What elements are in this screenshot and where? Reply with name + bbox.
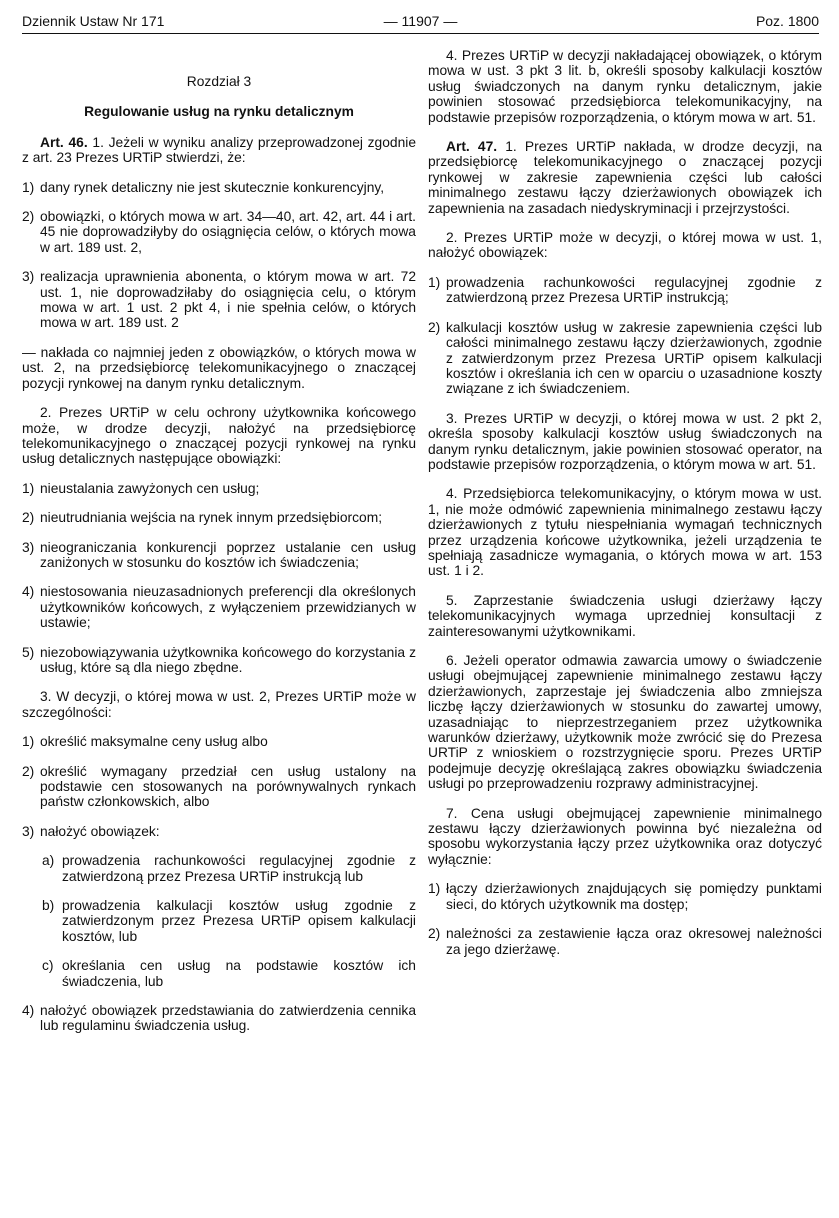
list-item	[22, 584, 416, 630]
list-item	[22, 209, 416, 255]
item-number: 2)	[22, 763, 35, 779]
item-letter: b)	[42, 898, 55, 914]
art47-paragraph-5: 5. Zaprzestanie świadczenia usługi dzierżawy łączy telekomunikacyjnych wymaga uprzedniej konsultacji z zainteresowanymi użytkownikami.	[428, 592, 822, 639]
list-item	[22, 734, 416, 749]
list-item	[428, 320, 822, 397]
art47-paragraph-7-intro: 7. Cena usługi obejmującej zapewnienie minimalnego zestawu łączy dzierżawionych powinna być niezależna od sposobu wykorzystania łączy przez użytkownika oraz dotyczyć wyłącznie:	[428, 805, 822, 867]
list-item	[22, 540, 416, 571]
item-number: 2)	[428, 926, 441, 942]
item-number: 1)	[22, 734, 35, 750]
item-number: 1)	[428, 274, 441, 290]
list-item	[428, 275, 822, 306]
item-number: 2)	[428, 319, 441, 335]
paragraph-4: 4. Prezes URTiP w decyzji nakładającej obowiązek, o którym mowa w ust. 3 pkt 3 lit. b, określi sposoby kalkulacji kosztów usług świadczonych na danym rynku detalicznym, jakie powinien stosować przedsiębiorca telekomunikacyjny, na podstawie przepisów rozporządzenia, o którym mowa w art. 51.	[428, 48, 822, 125]
item-letter: a)	[42, 853, 55, 869]
item-text: nałożyć obowiązek przedstawiania do zatwierdzenia cennika lub regulaminu świadczenia usług.	[40, 1003, 416, 1034]
item-text: obowiązki, o których mowa w art. 34—40, art. 42, art. 44 i art. 45 nie doprowadziłyby do osiągnięcia celów, o których mowa w art. 189 ust. 2,	[40, 209, 416, 255]
paragraph-2-intro: 2. Prezes URTiP w celu ochrony użytkownika końcowego może, w drodze decyzji, nałożyć na przedsiębiorcę telekomunikacyjnego o znaczącej pozycji rynkowej na rynku usług detalicznych następujące obowiązki:	[22, 405, 416, 467]
item-number: 1)	[22, 480, 35, 496]
journal-name: Dziennik Ustaw Nr 171	[22, 13, 165, 29]
item-number: 3)	[22, 269, 35, 285]
page-header	[22, 14, 819, 34]
list-item	[22, 180, 416, 195]
item-number: 5)	[22, 644, 35, 660]
article-label: Art. 46.	[40, 134, 88, 150]
page-number: — 11907 —	[383, 13, 458, 29]
item-text: prowadzenia rachunkowości regulacyjnej zgodnie z zatwierdzoną przez Prezesa URTiP instrukcją;	[446, 274, 822, 306]
item-number: 2)	[22, 209, 35, 225]
item-number: 3)	[22, 823, 35, 839]
list-item	[22, 510, 416, 525]
list-item	[428, 926, 822, 957]
item-text: nieograniczania konkurencji poprzez ustalanie cen usług zaniżonych w stosunku do kosztów ich świadczenia;	[40, 539, 416, 570]
item-text: nieutrudniania wejścia na rynek innym przedsiębiorcom;	[40, 510, 383, 526]
position-number: Poz. 1800	[755, 13, 819, 29]
item-number: 1)	[428, 881, 441, 897]
chapter-heading: Rozdział 3	[186, 74, 252, 89]
list-item	[22, 645, 416, 676]
chapter-title: Regulowanie usług na rynku detalicznym	[84, 104, 354, 120]
item-number: 2)	[22, 510, 35, 526]
art47-paragraph-3: 3. Prezes URTiP w decyzji, o której mowa w ust. 2 pkt 2, określa sposoby kalkulacji kosztów usług świadczonych na danym rynku detalicznym, jakie powinien stosować operator, na podstawie przepisów rozporządzenia, o którym mowa w art. 51.	[428, 410, 822, 472]
item-number: 4)	[22, 1003, 35, 1019]
paragraph-text: 1. Jeżeli w wyniku analizy przeprowadzonej zgodnie z art. 23 Prezes URTiP stwierdzi, że:	[22, 134, 416, 166]
paragraph-3-intro: 3. W decyzji, o której mowa w ust. 2, Prezes URTiP może w szczególności:	[22, 689, 416, 720]
header-divider	[22, 33, 819, 34]
item-text: określić wymagany przedział cen usług ustalony na podstawie cen stosowanych na porównywalnych rynkach państw członkowskich, albo	[40, 763, 416, 810]
item-text: niezobowiązywania użytkownika końcowego do korzystania z usług, które są dla niego zbędne.	[40, 644, 416, 675]
art47-paragraph-1	[428, 139, 822, 216]
item-number: 3)	[22, 539, 35, 555]
item-text: prowadzenia kalkulacji kosztów usług zgodnie z zatwierdzonym przez Prezesa URTiP opisem kalkulacji kosztów, lub	[62, 898, 416, 944]
art46-tail: — nakłada co najmniej jeden z obowiązków, o których mowa w ust. 2, na przedsiębiorcę telekomunikacyjnego o znaczącej pozycji rynkowej na danym rynku detalicznym.	[22, 344, 416, 391]
art46-intro	[22, 135, 416, 166]
sub-item	[22, 853, 416, 884]
sub-item	[22, 898, 416, 944]
item-text: niestosowania nieuzasadnionych preferencji dla określonych użytkowników końcowych, z wyłączeniem przewidzianych w ustawie;	[40, 584, 416, 631]
art47-paragraph-6: 6. Jeżeli operator odmawia zawarcia umowy o świadczenie usługi obejmującej zapewnienie minimalnego zestawu łączy dzierżawionych, zaprzestaje jej świadczenia albo zmniejsza liczbę łączy dzierżawionych w stosunku do zawartej umowy, uzasadniając to nieprzestrzeganiem przez użytkownika warunków dzierżawy, użytkownik może zwrócić się do Prezesa URTiP z wnioskiem o rozstrzygnięcie sporu. Prezes URTiP podejmuje decyzję określającą zakres obowiązku świadczenia usługi po przeprowadzeniu rozprawy administracyjnej.	[428, 653, 822, 792]
right-column	[428, 48, 822, 971]
item-text: nieustalania zawyżonych cen usług;	[40, 480, 260, 496]
paragraph-text: 1. Prezes URTiP nakłada, w drodze decyzji, na przedsiębiorcę telekomunikacyjnego o znaczącej pozycji rynkowej w zakresie zapewnienia części lub całości minimalnego zestawu łączy dzierżawionych obowiązek ich zapewnienia na zasadach niedyskryminacji i przejrzystości.	[428, 139, 822, 216]
list-item	[22, 764, 416, 810]
item-text: określić maksymalne ceny usług albo	[40, 734, 268, 750]
article-label: Art. 47.	[446, 139, 498, 155]
item-text: dany rynek detaliczny nie jest skutecznie konkurencyjny,	[40, 179, 385, 195]
art47-paragraph-4: 4. Przedsiębiorca telekomunikacyjny, o którym mowa w ust. 1, nie może odmówić zapewnienia minimalnego zestawu łączy dzierżawionych z tytułu niespełniania wymagań technicznych przez urządzenia końcowe użytkownika, jeżeli urządzenia te spełniają zasadnicze wymagania, o których mowa w art. 153 ust. 1 i 2.	[428, 486, 822, 579]
item-text: nałożyć obowiązek:	[40, 823, 160, 839]
sub-item	[22, 958, 416, 989]
item-letter: c)	[42, 958, 54, 974]
list-item	[22, 481, 416, 496]
list-item	[428, 881, 822, 912]
item-text: kalkulacji kosztów usług w zakresie zapewnienia części lub całości minimalnego zestawu łączy dzierżawionych, zgodnie z zatwierdzonym przez Prezesa URTiP opisem kalkulacji kosztów i określania ich cen w oparciu o uzasadnione koszty związane z ich świadczeniem.	[446, 319, 822, 397]
item-number: 4)	[22, 584, 35, 600]
item-number: 1)	[22, 179, 35, 195]
item-text: realizacja uprawnienia abonenta, o którym mowa w art. 72 ust. 1, nie doprowadziłaby do osiągnięcia celu, o którym mowa w art. 1 ust. 2 pkt 4, i nie spełnia celów, o których mowa w art. 189 ust. 2	[40, 269, 416, 331]
left-column	[22, 48, 416, 1048]
item-text: łączy dzierżawionych znajdujących się pomiędzy punktami sieci, do których użytkownik ma dostęp;	[446, 881, 822, 912]
art47-paragraph-2-intro: 2. Prezes URTiP może w decyzji, o której mowa w ust. 1, nałożyć obowiązek:	[428, 230, 822, 261]
list-item	[22, 1003, 416, 1034]
list-item	[22, 824, 416, 839]
item-text: prowadzenia rachunkowości regulacyjnej zgodnie z zatwierdzoną przez Prezesa URTiP instrukcją lub	[62, 853, 416, 884]
item-text: należności za zestawienie łącza oraz okresowej należności za jego dzierżawę.	[446, 926, 822, 957]
list-item	[22, 269, 416, 331]
item-text: określania cen usług na podstawie kosztów ich świadczenia, lub	[62, 958, 416, 989]
